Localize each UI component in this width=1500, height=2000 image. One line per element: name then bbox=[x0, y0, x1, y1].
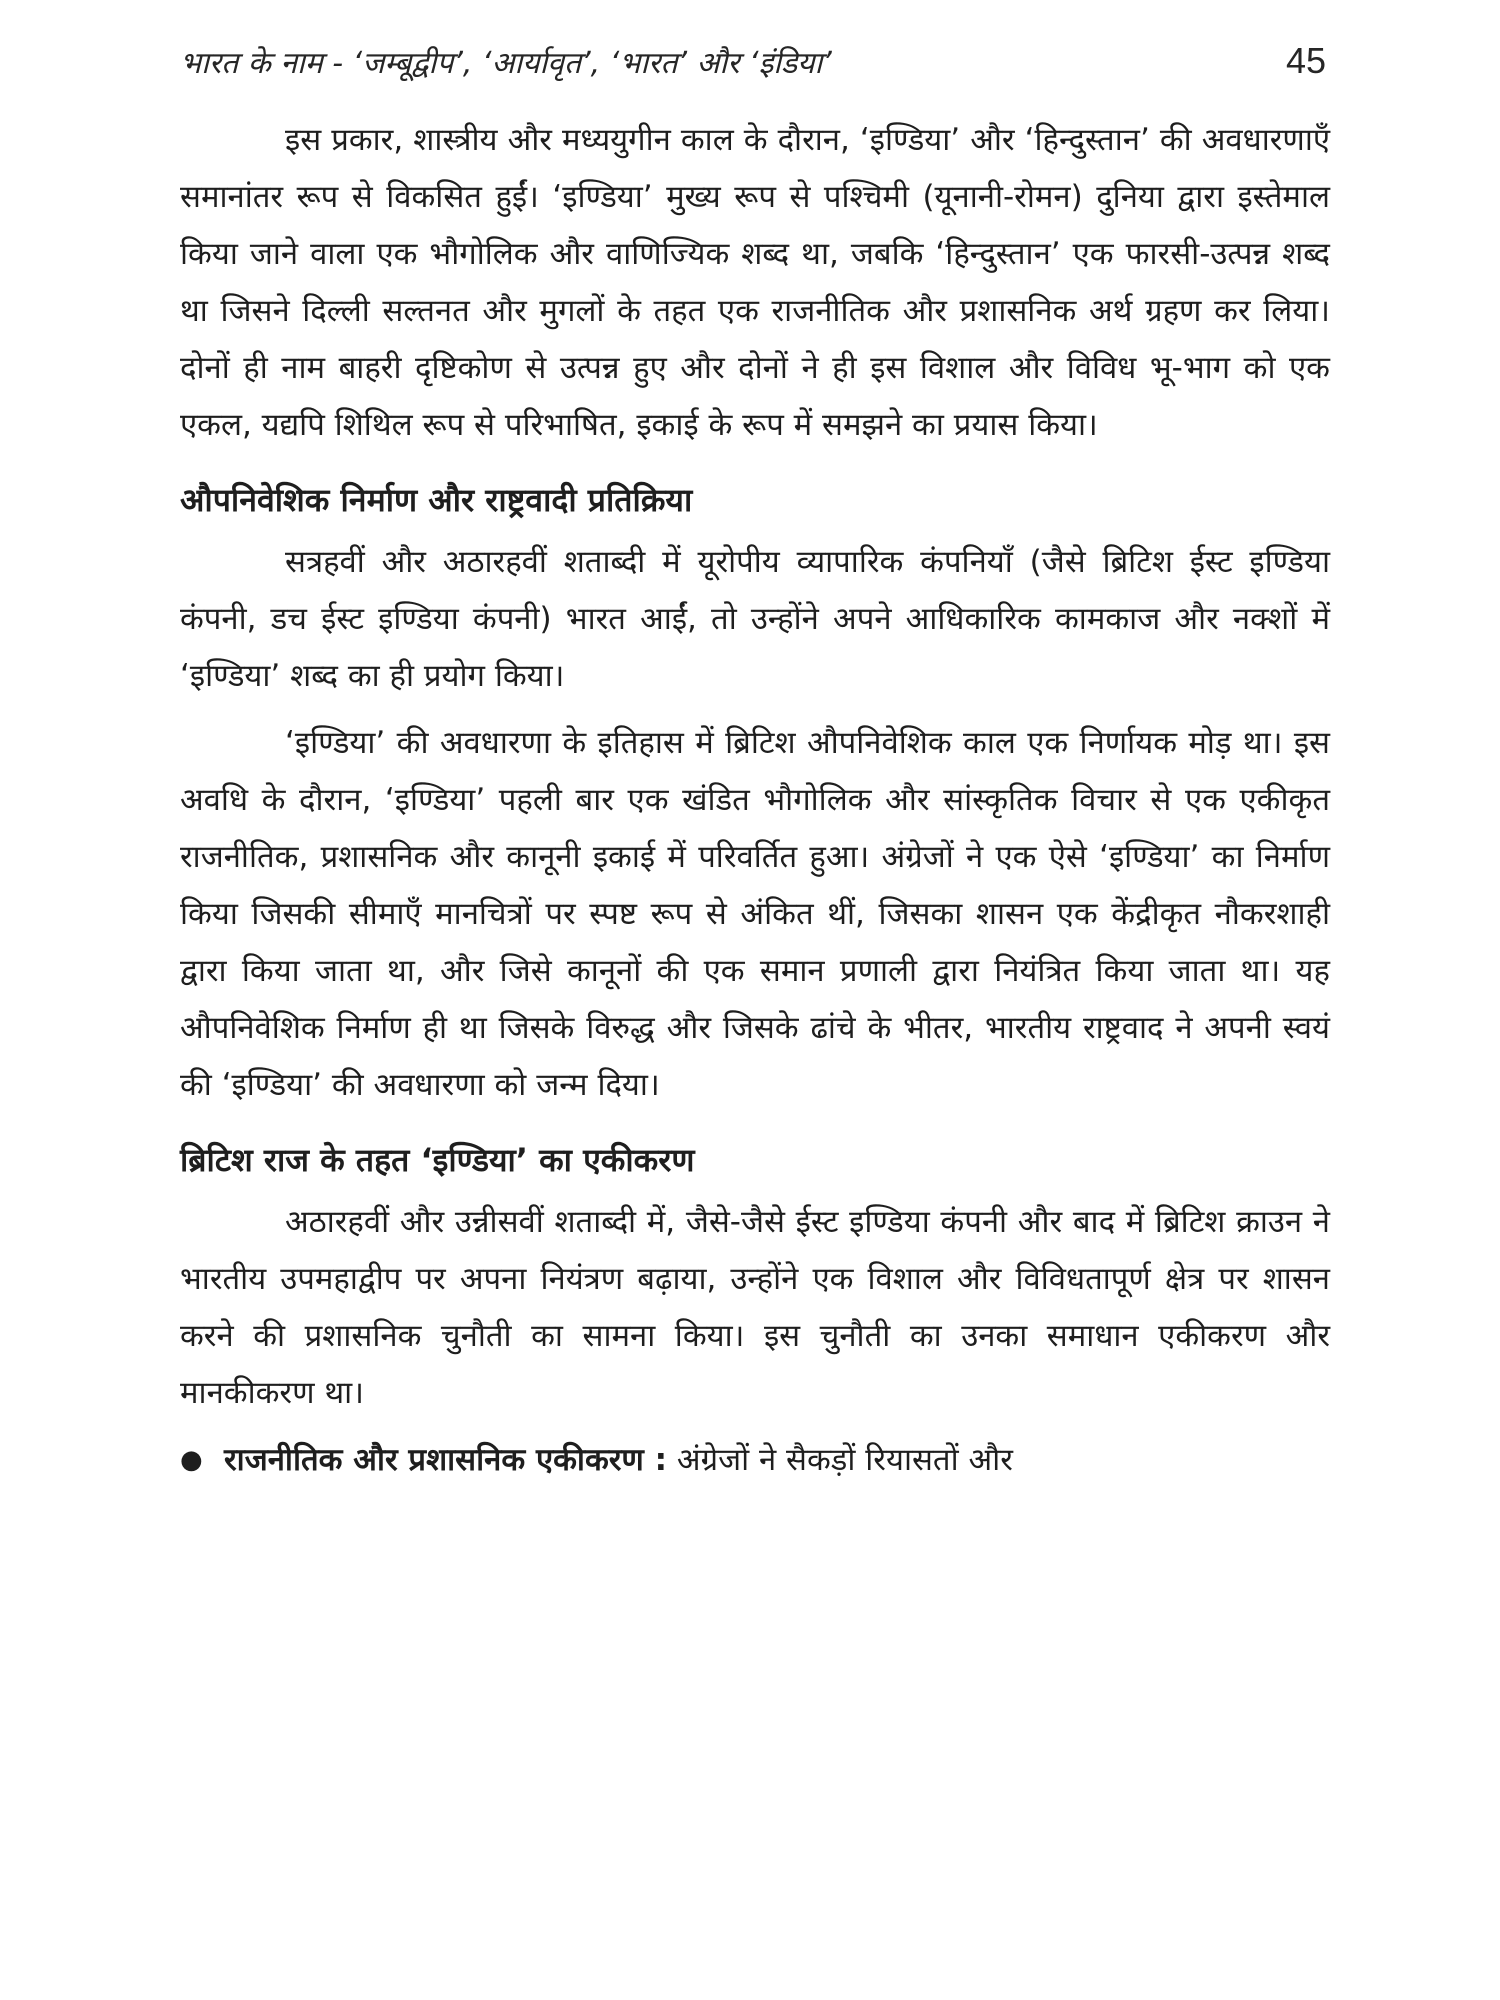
bullet-dot-icon: ● bbox=[180, 1445, 203, 1475]
section-heading: औपनिवेशिक निर्माण और राष्ट्रवादी प्रतिक्रिया bbox=[180, 481, 693, 519]
book-page bbox=[180, 0, 1330, 2000]
paragraph: ‘इण्डिया’ की अवधारणा के इतिहास में ब्रिटिश औपनिवेशिक काल एक निर्णायक मोड़ था। इस अवधि के दौरान, ‘इण्डिया’ पहली बार एक खंडित भौगोलिक और सांस्कृतिक विचार से एक एकीकृत राजनीतिक, प्रशासनिक और कानूनी इकाई में परिवर्तित हुआ। अंग्रेजों ने एक ऐसे ‘इण्डिया’ का निर्माण किया जिसकी सीमाएँ मानचित्रों पर स्पष्ट रूप से अंकित थीं, जिसका शासन एक केंद्रीकृत नौकरशाही द्वारा किया जाता था, और जिसे कानूनों की एक समान प्रणाली द्वारा नियंत्रित किया जाता था। यह औपनिवेशिक निर्माण ही था जिसके विरुद्ध और जिसके ढांचे के भीतर, भारतीय राष्ट्रवाद ने अपनी स्वयं की ‘इण्डिया’ की अवधारणा को जन्म दिया। bbox=[180, 725, 1330, 1103]
running-head bbox=[180, 38, 1330, 84]
bullet-item bbox=[180, 1432, 1330, 1489]
paragraph: इस प्रकार, शास्त्रीय और मध्ययुगीन काल के दौरान, ‘इण्डिया’ और ‘हिन्दुस्तान’ की अवधारणाएँ समानांतर रूप से विकसित हुईं। ‘इण्डिया’ मुख्य रूप से पश्चिमी (यूनानी-रोमन) दुनिया द्वारा इस्तेमाल किया जाने वाला एक भौगोलिक और वाणिज्यिक शब्द था, जबकि ‘हिन्दुस्तान’ एक फारसी-उत्पन्न शब्द था जिसने दिल्ली सल्तनत और मुगलों के तहत एक राजनीतिक और प्रशासनिक अर्थ ग्रहण कर लिया। दोनों ही नाम बाहरी दृष्टिकोण से उत्पन्न हुए और दोनों ने ही इस विशाल और विविध भू-भाग को एक एकल, यद्यपि शिथिल रूप से परिभाषित, इकाई के रूप में समझने का प्रयास किया। bbox=[180, 122, 1331, 443]
running-head-title: भारत के नाम - ‘जम्बूद्वीप’, ‘आर्यावृत’, ‘भारत’ और ‘इंडिया’ bbox=[180, 45, 832, 81]
page-number: 45 bbox=[1285, 40, 1326, 81]
section-heading: ब्रिटिश राज के तहत ‘इण्डिया’ का एकीकरण bbox=[180, 1141, 695, 1179]
paragraph: अठारहवीं और उन्नीसवीं शताब्दी में, जैसे-जैसे ईस्ट इण्डिया कंपनी और बाद में ब्रिटिश क्राउन ने भारतीय उपमहाद्वीप पर अपना नियंत्रण बढ़ाया, उन्होंने एक विशाल और विविधतापूर्ण क्षेत्र पर शासन करने की प्रशासनिक चुनौती का सामना किया। इस चुनौती का उनका समाधान एकीकरण और मानकीकरण था। bbox=[180, 1204, 1330, 1411]
bullet-text: अंग्रेजों ने सैकड़ों रियासतों और bbox=[676, 1442, 1013, 1478]
bullet-content bbox=[224, 1432, 1013, 1489]
body-text bbox=[180, 112, 1330, 1489]
paragraph: सत्रहवीं और अठारहवीं शताब्दी में यूरोपीय व्यापारिक कंपनियाँ (जैसे ब्रिटिश ईस्ट इण्डिया कंपनी, डच ईस्ट इण्डिया कंपनी) भारत आईं, तो उन्होंने अपने आधिकारिक कामकाज और नक्शों में ‘इण्डिया’ शब्द का ही प्रयोग किया। bbox=[180, 544, 1330, 694]
bullet-title: राजनीतिक और प्रशासनिक एकीकरण : bbox=[224, 1442, 668, 1478]
